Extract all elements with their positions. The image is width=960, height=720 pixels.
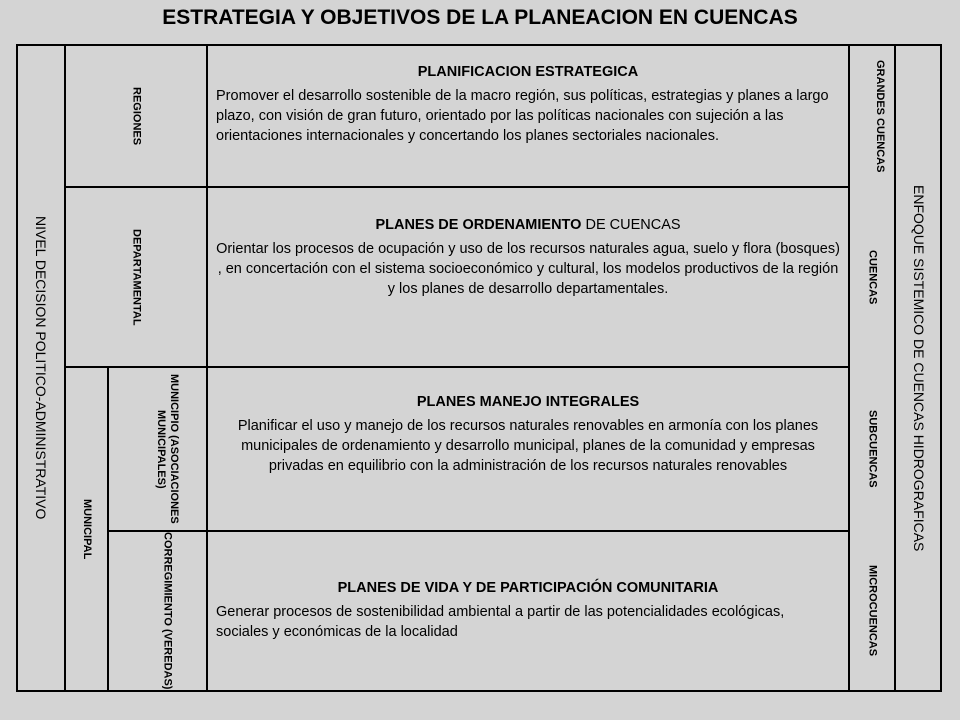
page-title: ESTRATEGIA Y OBJETIVOS DE LA PLANEACION EN CUENCAS (162, 6, 798, 29)
scale-label-cuencas: CUENCAS (866, 249, 879, 305)
row-description: Orientar los procesos de ocupación y uso de los recursos naturales agua, suelo y flora (bosques) , en concertación con el sistema socioeconómico y cultural, los modelos productivos de la región y los planes de desarrollo departamentales. (216, 241, 840, 297)
row-heading: PLANIFICACION ESTRATEGICA (417, 64, 639, 80)
scale-label-grandes-cuencas: GRANDES CUENCAS (874, 59, 886, 173)
right-axis-label: ENFOQUE SISTEMICO DE CUENCAS HIDROGRAFICAS (911, 184, 927, 552)
level-label-regiones: REGIONES (130, 86, 143, 146)
row-description: Planificar el uso y manejo de los recursos naturales renovables en armonía con los planes municipales de ordenamiento y desarrollo municipal, planes de la comunidad y empresas privadas en equilibrio con la administración de los recursos naturales renovables (237, 418, 819, 474)
row-heading: PLANES DE ORDENAMIENTO DE CUENCAS (375, 217, 681, 233)
row-description: Promover el desarrollo sostenible de la macro región, sus políticas, estrategias y planes a largo plazo, con visión de gran futuro, orientado por las políticas nacionales con sujeción a las orientaciones internacionales y concertando los planes sectoriales nacionales. (216, 88, 829, 144)
row-heading: PLANES MANEJO INTEGRALES (416, 394, 640, 410)
divider (107, 530, 850, 532)
row-heading: PLANES DE VIDA Y DE PARTICIPACIÓN COMUNITARIA (337, 580, 719, 596)
level-label-departamental: DEPARTAMENTAL (130, 228, 143, 326)
row-planes-de-vida (206, 578, 848, 642)
level-label-corregimiento: CORREGIMIENTO (VEREDAS) (161, 532, 174, 690)
row-planes-ordenamiento (206, 215, 848, 299)
row-description: Generar procesos de sostenibilidad ambiental a partir de las potencialidades ecológicas, sociales y económicas de la localidad (216, 604, 785, 640)
row-planificacion-estrategica (206, 62, 848, 146)
municipal-group-label: MUNICIPAL (81, 498, 93, 560)
level-label-municipio: MUNICIPIO (ASOCIACIONES MUNICIPALES) (155, 374, 180, 524)
left-axis-label: NIVEL DECISION POLITICO-ADMINISTRATIVO (33, 216, 49, 520)
scale-label-microcuencas: MICROCUENCAS (866, 565, 879, 657)
row-planes-manejo-integrales (206, 392, 848, 476)
scale-label-subcuencas: SUBCUENCAS (866, 410, 879, 488)
